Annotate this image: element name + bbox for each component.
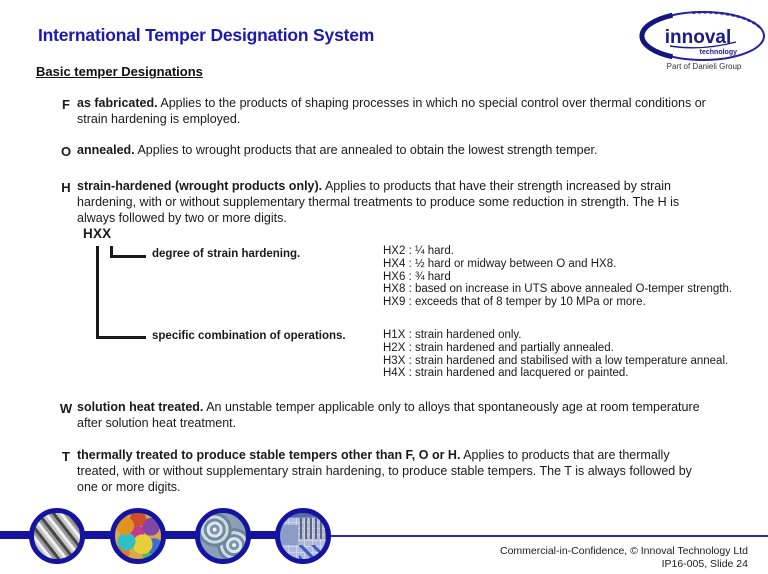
temper-t-lead: thermally treated to produce stable tempers other than F, O or H. bbox=[77, 448, 461, 462]
hx-definition: H3X : strain hardened and stabilised with a low temperature anneal. bbox=[383, 354, 729, 367]
chart-table-photo bbox=[275, 508, 331, 564]
aluminium-coils-photo bbox=[195, 508, 251, 564]
hxx-line-horizontal-short bbox=[110, 255, 146, 258]
temper-f-text bbox=[77, 96, 709, 128]
innoval-logo bbox=[638, 10, 768, 62]
temper-w-text bbox=[77, 400, 709, 432]
temper-f-body: Applies to the products of shaping processes in which no special control over thermal conditions or strain hardening is employed. bbox=[77, 96, 706, 126]
grain-micrograph-photo bbox=[110, 508, 166, 564]
temper-code-o: O bbox=[60, 144, 72, 159]
bottom-rule-line bbox=[300, 535, 768, 537]
hx-definition: H4X : strain hardened and lacquered or painted. bbox=[383, 367, 629, 380]
hx-definition: HX4 : ½ hard or midway between O and HX8. bbox=[383, 257, 617, 270]
footer-slide-number: IP16-005, Slide 24 bbox=[661, 558, 748, 570]
logo-brand-text: innoval bbox=[664, 27, 732, 48]
metal-rods-photo bbox=[29, 508, 85, 564]
hxx-line-vertical-long bbox=[96, 246, 99, 339]
temper-h-text bbox=[77, 179, 709, 226]
temper-code-f: F bbox=[62, 97, 70, 112]
section-heading: Basic temper Designations bbox=[36, 64, 203, 79]
temper-code-h: H bbox=[61, 180, 71, 195]
temper-w-lead: solution heat treated. bbox=[77, 400, 204, 414]
page-title: International Temper Designation System bbox=[38, 25, 375, 45]
temper-f-lead: as fabricated. bbox=[77, 96, 158, 110]
temper-t-text bbox=[77, 448, 709, 495]
hx-definition: H2X : strain hardened and partially annealed. bbox=[383, 341, 614, 354]
hxx-root-label: HXX bbox=[83, 226, 112, 241]
logo-sub-text: technology bbox=[699, 49, 737, 56]
hx-definition: HX9 : exceeds that of 8 temper by 10 MPa or more. bbox=[383, 296, 646, 309]
footer bbox=[500, 545, 748, 571]
temper-code-t: T bbox=[62, 449, 70, 464]
footer-confidentiality: Commercial-in-Confidence, © Innoval Technology Ltd bbox=[499, 545, 748, 557]
temper-h-lead: strain-hardened (wrought products only). bbox=[77, 179, 323, 193]
temper-w-body: An unstable temper applicable only to alloys that spontaneously age at room temperature after solution heat treatment. bbox=[77, 400, 700, 430]
operations-definitions bbox=[383, 329, 728, 380]
hx-definition: HX2 : ¼ hard. bbox=[383, 245, 454, 257]
temper-h-body: Applies to products that have their strength increased by strain hardening, with or without supplementary thermal treatments to produce some reduction in strength. The H is always followed by two or more digits. bbox=[77, 179, 680, 225]
temper-code-w: W bbox=[59, 401, 73, 416]
operations-branch-label: specific combination of operations. bbox=[152, 330, 346, 342]
temper-o-text bbox=[77, 143, 709, 159]
degree-branch-label: degree of strain hardening. bbox=[152, 248, 301, 260]
degree-definitions bbox=[383, 245, 732, 309]
hx-definition: H1X : strain hardened only. bbox=[383, 329, 522, 341]
temper-t-body: Applies to products that are thermally treated, with or without supplementary strain hardening, to produce stable tempers. The T is always followed by one or more digits. bbox=[77, 448, 692, 494]
logo-tagline: Part of Danieli Group bbox=[666, 62, 742, 71]
hx-definition: HX6 : ¾ hard bbox=[383, 270, 451, 283]
hxx-line-horizontal-long bbox=[96, 336, 146, 339]
temper-o-body: Applies to wrought products that are annealed to obtain the lowest strength temper. bbox=[137, 143, 598, 157]
hx-definition: HX8 : based on increase in UTS above annealed O-temper strength. bbox=[383, 283, 733, 296]
temper-o-lead: annealed. bbox=[77, 143, 135, 157]
